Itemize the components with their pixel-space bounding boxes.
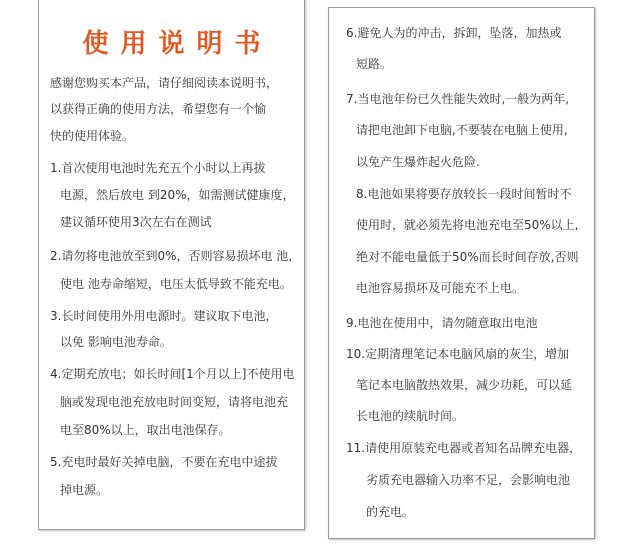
text-line: 感谢您购买本产品，请仔细阅读本说明书， — [50, 76, 279, 90]
text-line: 1.首次使用电池时先充五个小时以上再拔 — [50, 161, 266, 175]
text-line: 掉电源。 — [60, 483, 109, 497]
text-line: 9.电池在使用中，请勿随意取出电池 — [346, 316, 538, 330]
text-line: 使电 池寿命缩短，电压太低导致不能充电。 — [60, 277, 292, 291]
text-line: 电源，然后放电 到20%，如需测试健康度， — [60, 188, 295, 202]
text-line: 使用时，就必须先将电池充电至50%以上, — [356, 218, 579, 232]
text-line: 2.请勿将电池放至到0%，否则容易损坏电 池， — [50, 249, 301, 263]
text-line: 长电池的续航时间。 — [356, 409, 465, 423]
text-line: 10.定期清理笔记本电脑风扇的灰尘，增加 — [346, 347, 570, 361]
manual-page-right — [328, 7, 595, 539]
text-line: 6.避免人为的冲击，拆卸，坠落，加热或 — [346, 26, 562, 40]
text-line: 劣质充电器输入功率不足，会影响电池 — [366, 473, 571, 487]
text-line: 11.请使用原装充电器或者知名品牌充电器， — [346, 441, 582, 455]
manual-title: 使用说明书 — [82, 29, 273, 59]
text-line: 3.长时间使用外用电源时。建议取下电池， — [50, 309, 278, 323]
text-line: 以获得正确的使用方法，希望您有一个愉 — [50, 102, 267, 116]
text-line: 8.电池如果将要存放较长一段时间暂时不 — [356, 187, 572, 201]
text-line: 请把电池卸下电脑,不要装在电脑上使用, — [356, 123, 568, 137]
text-line: 以免 影响电池寿命。 — [60, 335, 172, 349]
text-line: 电至80%以上，取出电池保存。 — [60, 423, 231, 437]
text-line: 快的使用体验。 — [50, 129, 135, 143]
text-line: 7.当电池年份已久性能失效时,一般为两年, — [346, 92, 570, 106]
text-line: 电池容易损坏及可能充不上电。 — [356, 281, 525, 295]
manual-page-left — [38, 0, 305, 530]
text-line: 笔记本电脑散热效果，减少功耗，可以延 — [356, 378, 573, 392]
text-line: 短路。 — [356, 57, 393, 71]
text-line: 5.充电时最好关掉电脑，不要在充电中途拔 — [50, 455, 278, 469]
text-line: 4.定期充放电；如长时间[1个月以上]不使用电 — [50, 367, 295, 381]
text-line: 以免产生爆炸起火危险. — [356, 155, 480, 169]
text-line: 建议循环使用3次左右在测试 — [60, 215, 212, 229]
text-line: 脑或发现电池充放电时间变短，请将电池充 — [60, 395, 289, 409]
text-line: 的充电。 — [366, 505, 415, 519]
text-line: 绝对不能电量低于50%而长时间存放,否则 — [356, 250, 579, 264]
